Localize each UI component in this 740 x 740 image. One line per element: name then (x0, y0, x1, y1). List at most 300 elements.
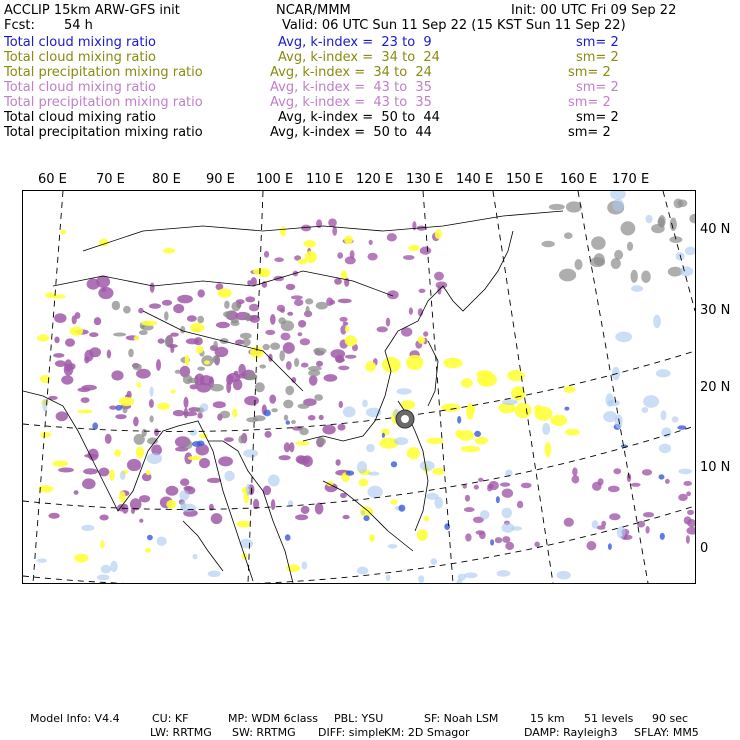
cloud-blob (390, 500, 397, 505)
cloud-blob (119, 397, 134, 406)
cloud-blob (170, 389, 176, 393)
lon-label: 110 E (306, 172, 344, 187)
cloud-blob (621, 221, 636, 235)
cloud-blob (365, 361, 376, 371)
cloud-blob (631, 285, 643, 292)
cloud-blob (285, 386, 294, 396)
cloud-blob (145, 548, 151, 553)
cloud-blob (646, 215, 653, 224)
cloud-blob (631, 483, 641, 487)
cloud-blob (244, 396, 259, 406)
footer-item: Model Info: V4.4 (30, 712, 120, 725)
field-sm: sm= 2 (576, 80, 619, 95)
cloud-blob (306, 306, 310, 315)
cloud-blob (119, 491, 126, 503)
cloud-blob (89, 347, 101, 357)
cloud-blob (120, 471, 126, 480)
cloud-blob (78, 388, 91, 393)
cloud-blob (658, 217, 665, 226)
cloud-blob (423, 331, 428, 336)
cloud-blob (678, 469, 692, 475)
cloud-blob (301, 363, 309, 368)
cloud-blob (419, 289, 426, 293)
cloud-blob (672, 416, 679, 422)
cloud-blob (198, 289, 205, 297)
cloud-blob (564, 386, 576, 393)
footer-item: 51 levels (584, 712, 634, 725)
cloud-blob (165, 337, 172, 347)
cloud-blob (294, 299, 303, 306)
cloud-blob (542, 241, 555, 247)
cloud-blob (406, 355, 423, 370)
field-name: Total cloud mixing ratio (4, 80, 157, 95)
cloud-blob (81, 525, 94, 531)
cloud-blob (564, 407, 569, 411)
cloud-blob (284, 415, 288, 421)
cloud-blob (403, 255, 415, 260)
cloud-blob (465, 533, 471, 541)
cloud-blob (314, 394, 323, 401)
cloud-blob (382, 357, 401, 373)
cloud-blob (279, 455, 291, 460)
cloud-blob (464, 572, 478, 578)
cloud-blob (242, 339, 250, 347)
cloud-blob (338, 366, 349, 371)
cloud-blob (461, 446, 480, 452)
cloud-blob (426, 493, 438, 500)
cloud-blob (89, 332, 98, 337)
cloud-blob (336, 459, 341, 466)
cloud-blob (615, 332, 632, 343)
cloud-blob (138, 308, 143, 314)
cloud-blob (134, 336, 140, 340)
cloud-blob (549, 204, 565, 210)
cloud-blob (455, 430, 462, 438)
field-sm: sm= 2 (568, 65, 611, 80)
cloud-blob (464, 507, 475, 512)
cloud-blob (53, 353, 64, 358)
cloud-blob (341, 270, 348, 279)
cloud-blob (587, 541, 597, 550)
footer-item: DIFF: simple (318, 726, 386, 739)
coastlines (23, 211, 563, 583)
cloud-blob (298, 332, 303, 336)
cloud-blob (101, 288, 106, 292)
cloud-blob (575, 259, 583, 270)
cloud-blob (361, 510, 365, 515)
footer-item: MP: WDM 6class (228, 712, 318, 725)
cloud-blob (367, 486, 382, 498)
footer-item: 15 km (530, 712, 565, 725)
cloud-blob (114, 449, 121, 457)
cloud-blob (316, 361, 323, 367)
field-avg: Avg, k-index = 50 to 44 (278, 110, 440, 125)
cloud-blob (218, 456, 233, 466)
cloud-blob (501, 523, 514, 533)
cloud-blob (70, 327, 84, 336)
typhoon-center (401, 415, 409, 423)
cloud-blob (249, 304, 259, 312)
cloud-blob (357, 461, 367, 473)
cloud-blob (661, 427, 671, 437)
cloud-blob (184, 408, 188, 419)
field-name: Total precipitation mixing ratio (4, 95, 203, 110)
field-sm: sm= 2 (568, 95, 611, 110)
cloud-blob (209, 504, 214, 511)
cloud-blob (426, 438, 443, 445)
cloud-blob (631, 270, 638, 283)
lon-label: 140 E (456, 172, 494, 187)
cloud-blob (58, 468, 74, 473)
cloud-blob (557, 571, 571, 580)
cloud-blob (99, 515, 108, 521)
cloud-blob (274, 257, 284, 262)
cloud-blob (502, 508, 513, 519)
cloud-blob (331, 349, 346, 359)
cloud-blob (286, 420, 290, 424)
cloud-blob (141, 321, 157, 326)
cloud-blob (572, 467, 577, 476)
cloud-blob (133, 417, 139, 427)
cloud-blob (157, 403, 170, 410)
cloud-blob (280, 309, 285, 313)
cloud-blob (60, 229, 66, 234)
cloud-blob (417, 529, 428, 541)
cloud-blob (187, 378, 197, 383)
cloud-blob (259, 364, 266, 368)
model-title: ACCLIP 15km ARW-GFS init (4, 3, 180, 18)
cloud-blob (245, 313, 250, 322)
cloud-blob (232, 409, 237, 418)
field-name: Total precipitation mixing ratio (4, 125, 203, 140)
cloud-blob (286, 361, 292, 370)
cloud-blob (362, 400, 368, 408)
cloud-blob (54, 313, 66, 323)
cloud-blob (213, 401, 226, 408)
cloud-blob (490, 539, 494, 545)
cloud-blob (87, 279, 100, 290)
cloud-blob (264, 410, 271, 417)
field-sm: sm= 2 (576, 35, 619, 50)
cloud-blob (659, 474, 665, 479)
cloud-blob (136, 382, 141, 387)
cloud-blob (366, 444, 375, 452)
lat-label: 10 N (700, 460, 731, 475)
cloud-blob (432, 468, 444, 475)
cloud-blob (281, 333, 291, 341)
cloud-blob (264, 251, 269, 258)
cloud-blob (283, 342, 295, 354)
cloud-blob (158, 338, 165, 343)
cloud-blob (566, 201, 582, 212)
cloud-blob (387, 233, 397, 241)
field-sm: sm= 2 (576, 50, 619, 65)
cloud-blob (150, 283, 155, 293)
cloud-blob (660, 533, 665, 540)
cloud-blob (437, 286, 441, 295)
cloud-blob (343, 406, 356, 417)
cloud-blob (496, 496, 500, 503)
cloud-blob (238, 435, 244, 443)
cloud-blob (263, 344, 270, 350)
cloud-blob (309, 375, 318, 386)
cloud-blob (61, 375, 73, 384)
cloud-blob (305, 251, 317, 263)
cloud-blob (465, 495, 470, 502)
cloud-blob (683, 481, 692, 486)
cloud-blob (424, 516, 430, 522)
cloud-blob (190, 429, 197, 436)
cloud-blob (642, 407, 649, 413)
cloud-blob (643, 395, 659, 408)
cloud-blob (270, 314, 276, 325)
cloud-blob (317, 437, 326, 445)
cloud-blob (409, 307, 413, 314)
cloud-blob (382, 433, 385, 438)
cloud-blob (190, 323, 204, 333)
field-sm: sm= 2 (568, 125, 611, 140)
cloud-blob (646, 526, 650, 534)
cloud-blob (81, 397, 90, 403)
cloud-blob (607, 400, 620, 407)
cloud-blob (268, 354, 272, 362)
cloud-blob (246, 484, 251, 496)
cloud-blob (231, 302, 240, 312)
cloud-blob (97, 575, 110, 581)
cloud-blob (199, 458, 210, 468)
cloud-blob (302, 561, 308, 569)
cloud-blob (149, 303, 161, 308)
cloud-blob (627, 242, 633, 251)
cloud-blob (122, 405, 127, 413)
cloud-blob (641, 271, 651, 283)
cloud-blob (287, 312, 293, 316)
footer-item: LW: RRTMG (150, 726, 212, 739)
cloud-blob (502, 536, 510, 543)
cloud-blob (345, 335, 357, 346)
cloud-blob (487, 486, 492, 492)
cloud-blob (291, 295, 303, 299)
lon-label: 150 E (506, 172, 544, 187)
fcst-value: 54 h (64, 18, 93, 33)
lon-label: 80 E (152, 172, 181, 187)
cloud-blob (166, 500, 176, 509)
cloud-blob (245, 296, 255, 302)
cloud-blob (418, 336, 425, 344)
cloud-blob (669, 236, 682, 243)
cloud-blob (64, 359, 72, 371)
cloud-blob (412, 221, 416, 230)
cloud-blob (128, 349, 134, 358)
cloud-blob (109, 469, 114, 481)
cloud-blob (521, 483, 532, 489)
cloud-blob (52, 460, 68, 466)
cloud-blob (265, 330, 275, 335)
cloud-blob (147, 453, 162, 464)
cloud-blob (298, 456, 310, 465)
cloud-blob (226, 381, 231, 393)
cloud-blob (339, 401, 343, 408)
cloud-blob (394, 437, 408, 445)
cloud-blob (434, 272, 444, 281)
cloud-blob (156, 359, 161, 371)
cloud-blob (83, 468, 98, 474)
cloud-blob (305, 298, 313, 304)
cloud-blob (345, 355, 357, 359)
cloud-blob (397, 388, 412, 394)
cloud-blob (517, 501, 523, 509)
cloud-blob (105, 434, 112, 444)
cloud-blob (608, 543, 612, 550)
cloud-blob (199, 434, 208, 439)
cloud-blob (271, 408, 278, 412)
cloud-blob (315, 348, 319, 352)
cloud-blob (204, 360, 210, 364)
cloud-blob (564, 232, 573, 239)
lon-label: 160 E (560, 172, 598, 187)
cloud-blob (37, 558, 47, 562)
field-name: Total cloud mixing ratio (4, 35, 157, 50)
cloud-blob (186, 338, 199, 344)
cloud-blob (139, 519, 143, 523)
cloud-blob (246, 417, 258, 422)
cloud-blob (72, 315, 77, 324)
footer-item: SFLAY: MM5 (634, 726, 699, 739)
cloud-blob (592, 520, 599, 529)
cloud-blob (612, 199, 624, 212)
cloud-blob (565, 429, 580, 436)
cloud-blob (319, 415, 324, 420)
cloud-blob (196, 346, 204, 354)
cloud-blob (123, 306, 131, 314)
footer-item: KM: 2D Smagor (384, 726, 470, 739)
cloud-blob (190, 384, 199, 389)
cloud-blob (301, 506, 310, 514)
cloud-blob (270, 343, 280, 350)
cloud-blob (674, 199, 683, 209)
cloud-blob (210, 384, 224, 392)
cloud-blob (542, 423, 550, 435)
cloud-blob (308, 370, 320, 377)
cloud-blob (162, 300, 172, 306)
cloud-blob (344, 235, 353, 244)
cloud-blob (154, 428, 159, 436)
cloud-blob (316, 302, 328, 310)
lon-label: 70 E (96, 172, 125, 187)
cloud-blob (689, 214, 695, 224)
cloud-blob (505, 542, 514, 550)
cloud-blob (200, 403, 208, 412)
lon-label: 90 E (206, 172, 235, 187)
cloud-blob (369, 534, 375, 542)
cloud-blob (224, 471, 234, 482)
cloud-blob (334, 278, 342, 285)
field-avg: Avg, k-index = 23 to 9 (278, 35, 432, 50)
cloud-shading (37, 191, 695, 583)
cloud-blob (37, 334, 49, 341)
cloud-blob (113, 333, 126, 337)
cloud-blob (150, 386, 154, 396)
cloud-blob (139, 330, 148, 335)
cloud-blob (495, 537, 502, 543)
cloud-blob (613, 468, 621, 474)
cloud-blob (653, 315, 661, 329)
cloud-blob (48, 513, 59, 519)
cloud-blob (268, 475, 280, 487)
map-canvas (23, 191, 695, 583)
cloud-blob (391, 461, 397, 467)
cloud-blob (82, 478, 96, 489)
cloud-blob (298, 320, 306, 328)
cloud-blob (185, 440, 193, 449)
cloud-blob (212, 355, 220, 363)
cloud-blob (685, 247, 695, 256)
cloud-blob (500, 482, 510, 486)
cloud-blob (337, 252, 343, 258)
cloud-blob (183, 486, 192, 491)
cloud-blob (332, 227, 337, 236)
cloud-blob (678, 494, 688, 501)
cloud-blob (598, 478, 604, 485)
cloud-blob (386, 575, 391, 582)
init-time: Init: 00 UTC Fri 09 Sep 22 (511, 3, 677, 18)
cloud-blob (197, 316, 204, 324)
cloud-blob (54, 337, 59, 344)
field-name: Total cloud mixing ratio (4, 110, 157, 125)
cloud-blob (665, 479, 670, 484)
cloud-blob (418, 575, 424, 583)
valid-time: Valid: 06 UTC Sun 11 Sep 22 (15 KST Sun 11 Sep 22) (282, 18, 626, 33)
cloud-blob (177, 295, 193, 304)
cloud-blob (659, 444, 671, 454)
cloud-blob (45, 292, 55, 298)
cloud-blob (294, 358, 299, 367)
cloud-blob (107, 350, 111, 359)
footer-item: SW: RRTMG (232, 726, 296, 739)
cloud-blob (299, 428, 308, 436)
cloud-blob (136, 369, 151, 379)
cloud-blob (420, 461, 435, 471)
cloud-blob (240, 333, 252, 339)
cloud-blob (324, 374, 338, 382)
cloud-blob (116, 405, 123, 411)
cloud-blob (193, 554, 198, 559)
cloud-blob (303, 240, 316, 247)
cloud-blob (197, 441, 205, 447)
lon-label: 100 E (256, 172, 294, 187)
cloud-blob (74, 490, 79, 495)
cloud-blob (110, 561, 117, 572)
cloud-blob (345, 256, 356, 264)
cloud-blob (343, 515, 350, 519)
cloud-blob (368, 472, 380, 476)
cloud-blob (399, 505, 406, 512)
cloud-blob (340, 317, 348, 322)
lat-label: 40 N (700, 222, 731, 237)
cloud-blob (475, 437, 488, 445)
field-sm: sm= 2 (576, 110, 619, 125)
cloud-blob (147, 437, 158, 444)
cloud-blob (184, 397, 189, 408)
lon-label: 120 E (356, 172, 394, 187)
lon-label: 60 E (38, 172, 67, 187)
cloud-blob (661, 410, 667, 420)
cloud-blob (617, 526, 626, 538)
cloud-blob (480, 510, 490, 520)
footer-item: SF: Noah LSM (424, 712, 499, 725)
cloud-blob (147, 535, 153, 541)
cloud-blob (180, 478, 189, 486)
